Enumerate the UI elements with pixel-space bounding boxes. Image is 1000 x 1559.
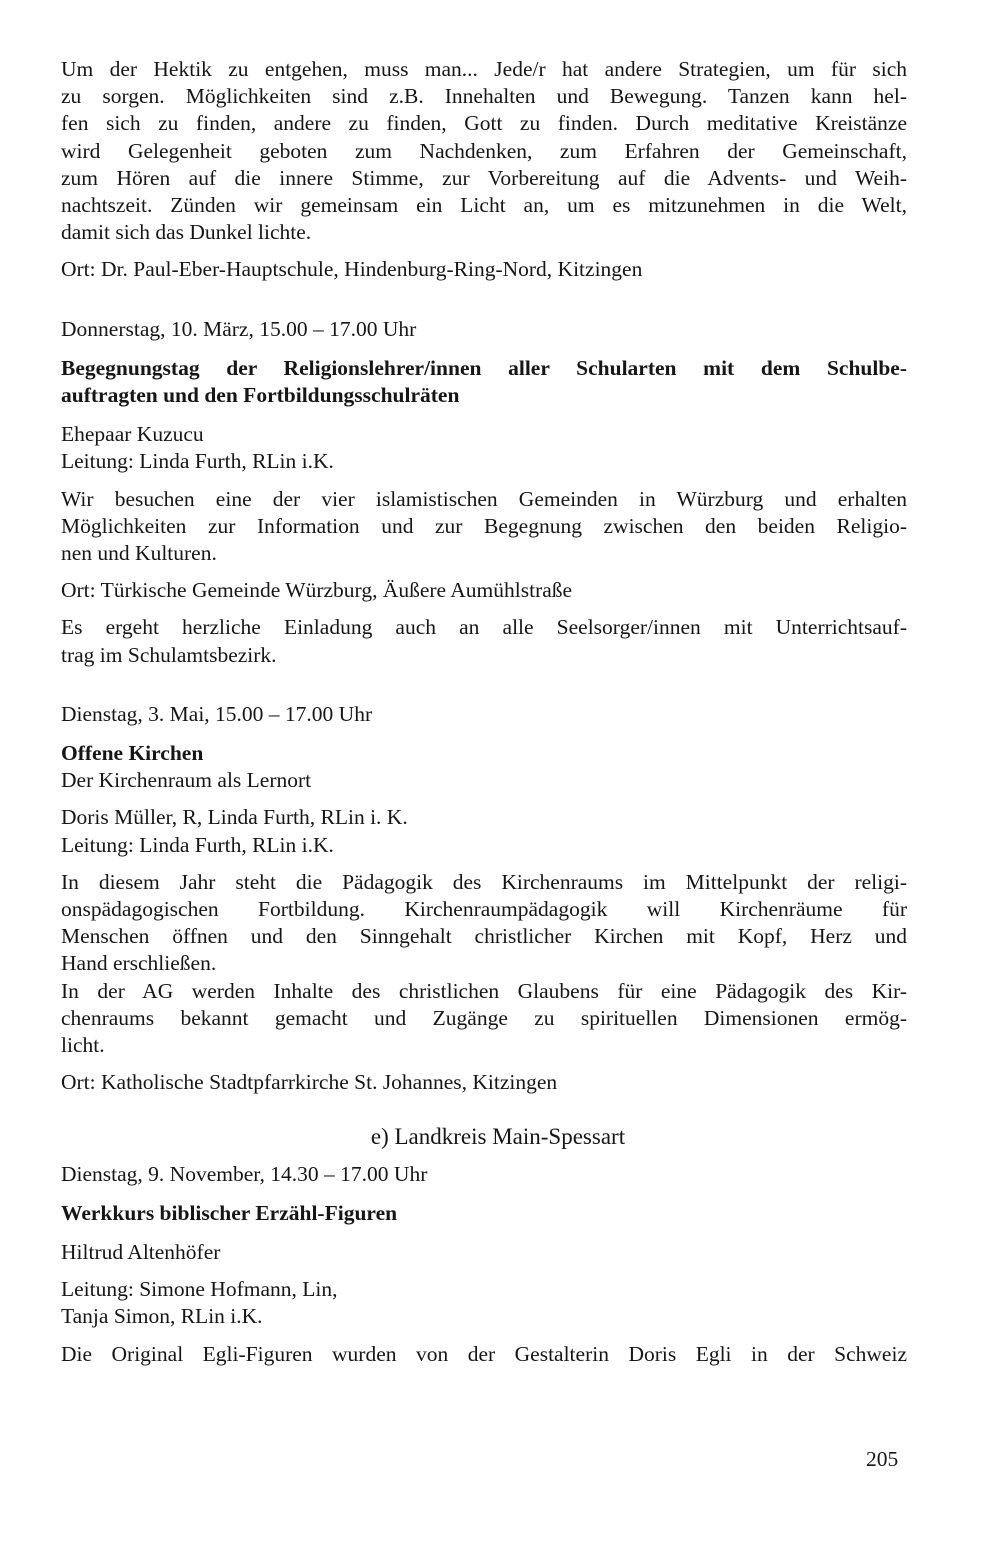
intro-line: damit sich das Dunkel lichte. — [61, 220, 312, 245]
event2-desc-line: chenraums bekannt gemacht und Zugänge zu spirituellen Dimensionen ermög- — [61, 1005, 907, 1030]
event2-description — [61, 869, 907, 1059]
intro-line: Um der Hektik zu entgehen, muss man... Jede/r hat andere Strategien, um für sich — [61, 57, 907, 81]
intro-location: Ort: Dr. Paul-Eber-Hauptschule, Hindenburg-Ring-Nord, Kitzingen — [61, 257, 643, 282]
intro-line: fen sich zu finden, andere zu finden, Gott zu finden. Durch meditative Kreistänze — [61, 111, 907, 136]
event2-leitung: Leitung: Linda Furth, RLin i.K. — [61, 832, 334, 857]
page-number: 205 — [866, 1447, 899, 1471]
intro-line: wird Gelegenheit geboten zum Nachdenken, zum Erfahren der Gemeinschaft, — [61, 138, 907, 163]
event1-date: Donnerstag, 10. März, 15.00 – 17.00 Uhr — [61, 316, 417, 341]
event3-leitung-line: Leitung: Simone Hofmann, Lin, — [61, 1277, 338, 1302]
event1-note-line: Es ergeht herzliche Einladung auch an alle Seelsorger/innen mit Unterrichtsauf- — [61, 615, 907, 640]
event1-desc-line: nen und Kulturen. — [61, 541, 217, 566]
event2-subtitle: Der Kirchenraum als Lernort — [61, 768, 312, 793]
event1-description — [61, 486, 907, 568]
event2-desc-line: In diesem Jahr steht die Pädagogik des Kirchenraums im Mittelpunkt der religi- — [61, 869, 907, 894]
intro-line: zum Hören auf die innere Stimme, zur Vorbereitung auf die Advents- und Weih- — [61, 165, 907, 190]
event2-location: Ort: Katholische Stadtpfarrkirche St. Johannes, Kitzingen — [61, 1070, 558, 1095]
section-heading: e) Landkreis Main-Spessart — [370, 1123, 626, 1149]
event1-desc-line: Wir besuchen eine der vier islamistischen Gemeinden in Würzburg und erhalten — [61, 486, 907, 511]
event1-location: Ort: Türkische Gemeinde Würzburg, Äußere Aumühlstraße — [61, 578, 573, 603]
event1-title-line: auftragten und den Fortbildungsschulräten — [61, 383, 460, 408]
event2-desc-line: licht. — [61, 1033, 105, 1058]
event1-desc-line: Möglichkeiten zur Information und zur Begegnung zwischen den beiden Religio- — [61, 513, 907, 538]
event3-title: Werkkurs biblischer Erzähl-Figuren — [61, 1200, 398, 1225]
intro-line: nachtszeit. Zünden wir gemeinsam ein Licht an, um es mitzunehmen in die Welt, — [61, 193, 907, 218]
event2-desc-line: Hand erschließen. — [61, 951, 217, 976]
event3-leitung-line: Tanja Simon, RLin i.K. — [61, 1304, 263, 1329]
event2-speaker: Doris Müller, R, Linda Furth, RLin i. K. — [61, 805, 408, 830]
event2-title: Offene Kirchen — [61, 741, 204, 766]
event1-speaker: Ehepaar Kuzucu — [61, 422, 204, 447]
event1-title-line: Begegnungstag der Religionslehrer/innen aller Schularten mit dem Schulbe- — [61, 355, 907, 380]
document-page — [61, 56, 907, 1368]
event2-desc-line: onspädagogischen Fortbildung. Kirchenraumpädagogik will Kirchenräume für — [61, 897, 907, 922]
intro-line: zu sorgen. Möglichkeiten sind z.B. Innehalten und Bewegung. Tanzen kann hel- — [61, 84, 907, 109]
event2-desc-line: Menschen öffnen und den Sinngehalt christlicher Kirchen mit Kopf, Herz und — [61, 924, 907, 949]
event1-title — [61, 355, 907, 409]
event3-desc-line: Die Original Egli-Figuren wurden von der Gestalterin Doris Egli in der Schweiz — [61, 1341, 907, 1366]
intro-paragraph — [61, 56, 907, 246]
event3-date: Dienstag, 9. November, 14.30 – 17.00 Uhr — [61, 1161, 428, 1186]
event1-note-line: trag im Schulamtsbezirk. — [61, 642, 277, 667]
event1-note — [61, 614, 907, 668]
event3-speaker: Hiltrud Altenhöfer — [61, 1239, 221, 1264]
event2-desc-line: In der AG werden Inhalte des christlichen Glaubens für eine Pädagogik des Kir- — [61, 978, 907, 1003]
event1-leitung: Leitung: Linda Furth, RLin i.K. — [61, 449, 334, 474]
event3-description — [61, 1341, 907, 1368]
event2-date: Dienstag, 3. Mai, 15.00 – 17.00 Uhr — [61, 701, 373, 726]
